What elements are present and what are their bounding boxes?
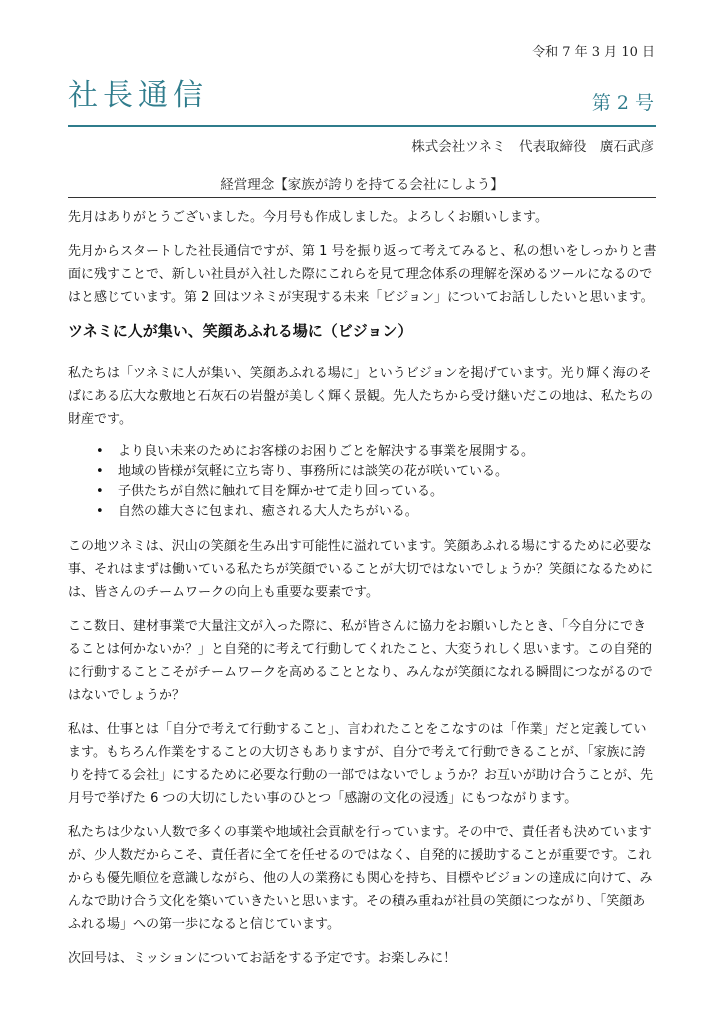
title-divider [68, 125, 656, 127]
paragraph-mutual-support: 私たちは少ない人数で多くの事業や地域社会貢献を行っています。その中で、責任者も決めていますが、少人数だからこそ、責任者に全てを任せるのではなく、自発的に援助することが重要です。これからも優先順位を意識しながら、他の人の業務にも関心を持ち、目標やビジョンの達成に向けて、みんなで助け合う文化を築いていきたいと思います。その積み重ねが社員の笑顔につながり、「笑顔あふれる場」への第一歩になると信じています。 [68, 825, 653, 932]
newsletter-title: 社長通信 [68, 78, 208, 113]
paragraph-vision: 私たちは「ツネミに人が集い、笑顔あふれる場に」というビジョンを掲げています。光り輝く海のそばにある広大な敷地と石灰石の岩盤が美しく輝く景観。先人たちから受け継いだこの地は、私たちの財産です。 [68, 366, 654, 427]
paragraph-intro: 先月からスタートした社長通信ですが、第 1 号を振り返って考えてみると、私の想いをしっかりと書面に残すことで、新しい社員が入社した際にこれらを見て理念体系の理解を深めるツールになるのではと感じています。第 2 回はツネミが実現する未来「ビジョン」についてお話ししたいと思います。 [68, 244, 657, 305]
bullet-icon: • [96, 484, 104, 499]
list-item: • 地域の皆様が気軽に立ち寄り、事務所には談笑の花が咲いている。 [118, 462, 658, 482]
paragraph-teamwork: ここ数日、建材事業で大量注文が入った際に、私が皆さんに協力をお願いしたとき、「今自分にできることは何かないか？」と自発的に考えて行動してくれたこと、大変うれしく思います。この自発的に行動することこそがチームワークを高めることとなり、みんなが笑顔になれる瞬間につながるのではないでしょうか？ [68, 619, 653, 703]
paragraph-work-definition: 私は、仕事とは「自分で考えて行動すること」、言われたことをこなすのは「作業」だと定義しています。もちろん作業をすることの大切さもありますが、自分で考えて行動できることが、「家族に誇りを持てる会社」にするために必要な行動の一部ではないでしょうか？お互いが助け合うことが、先月号で挙げた 6 つの大切にしたい事のひとつ「感謝の文化の浸透」にもつながります。 [68, 722, 654, 806]
list-item: • 自然の雄大さに包まれ、癒される大人たちがいる。 [118, 502, 658, 522]
bullet-icon: • [96, 444, 104, 459]
management-philosophy: 経営理念【家族が誇りを持てる会社にしよう】 [220, 177, 504, 193]
paragraph-greeting: 先月はありがとうございました。今月号も作成しました。よろしくお願いします。 [68, 210, 548, 225]
newsletter-body [68, 206, 658, 981]
paragraph-smiles: この地ツネミは、沢山の笑顔を生み出す可能性に溢れています。笑顔あふれる場にするために必要な事、それはまずは働いている私たちが笑顔でいることが大切ではないでしょうか？笑顔になるためには、皆さんのチームワークの向上も重要な要素です。 [68, 539, 654, 600]
list-item: • 子供たちが自然に触れて目を輝かせて走り回っている。 [118, 482, 658, 502]
title-row [68, 78, 656, 126]
section-heading: ツネミに人が集い、笑顔あふれる場に（ビジョン） [68, 322, 413, 340]
bullet-icon: • [96, 504, 104, 519]
issue-number: 第 2 号 [591, 92, 654, 114]
paragraph-next-issue: 次回号は、ミッションについてお話をする予定です。お楽しみに！ [68, 951, 457, 966]
bullet-icon: • [96, 464, 104, 479]
vision-list [68, 442, 658, 522]
company-signature: 株式会社ツネミ 代表取締役 廣石武彦 [411, 139, 654, 155]
list-item: • より良い未来のためにお客様のお困りごとを解決する事業を展開する。 [118, 442, 658, 462]
body-divider [68, 197, 656, 198]
issue-date: 令和 7 年 3 月 10 日 [532, 45, 655, 60]
